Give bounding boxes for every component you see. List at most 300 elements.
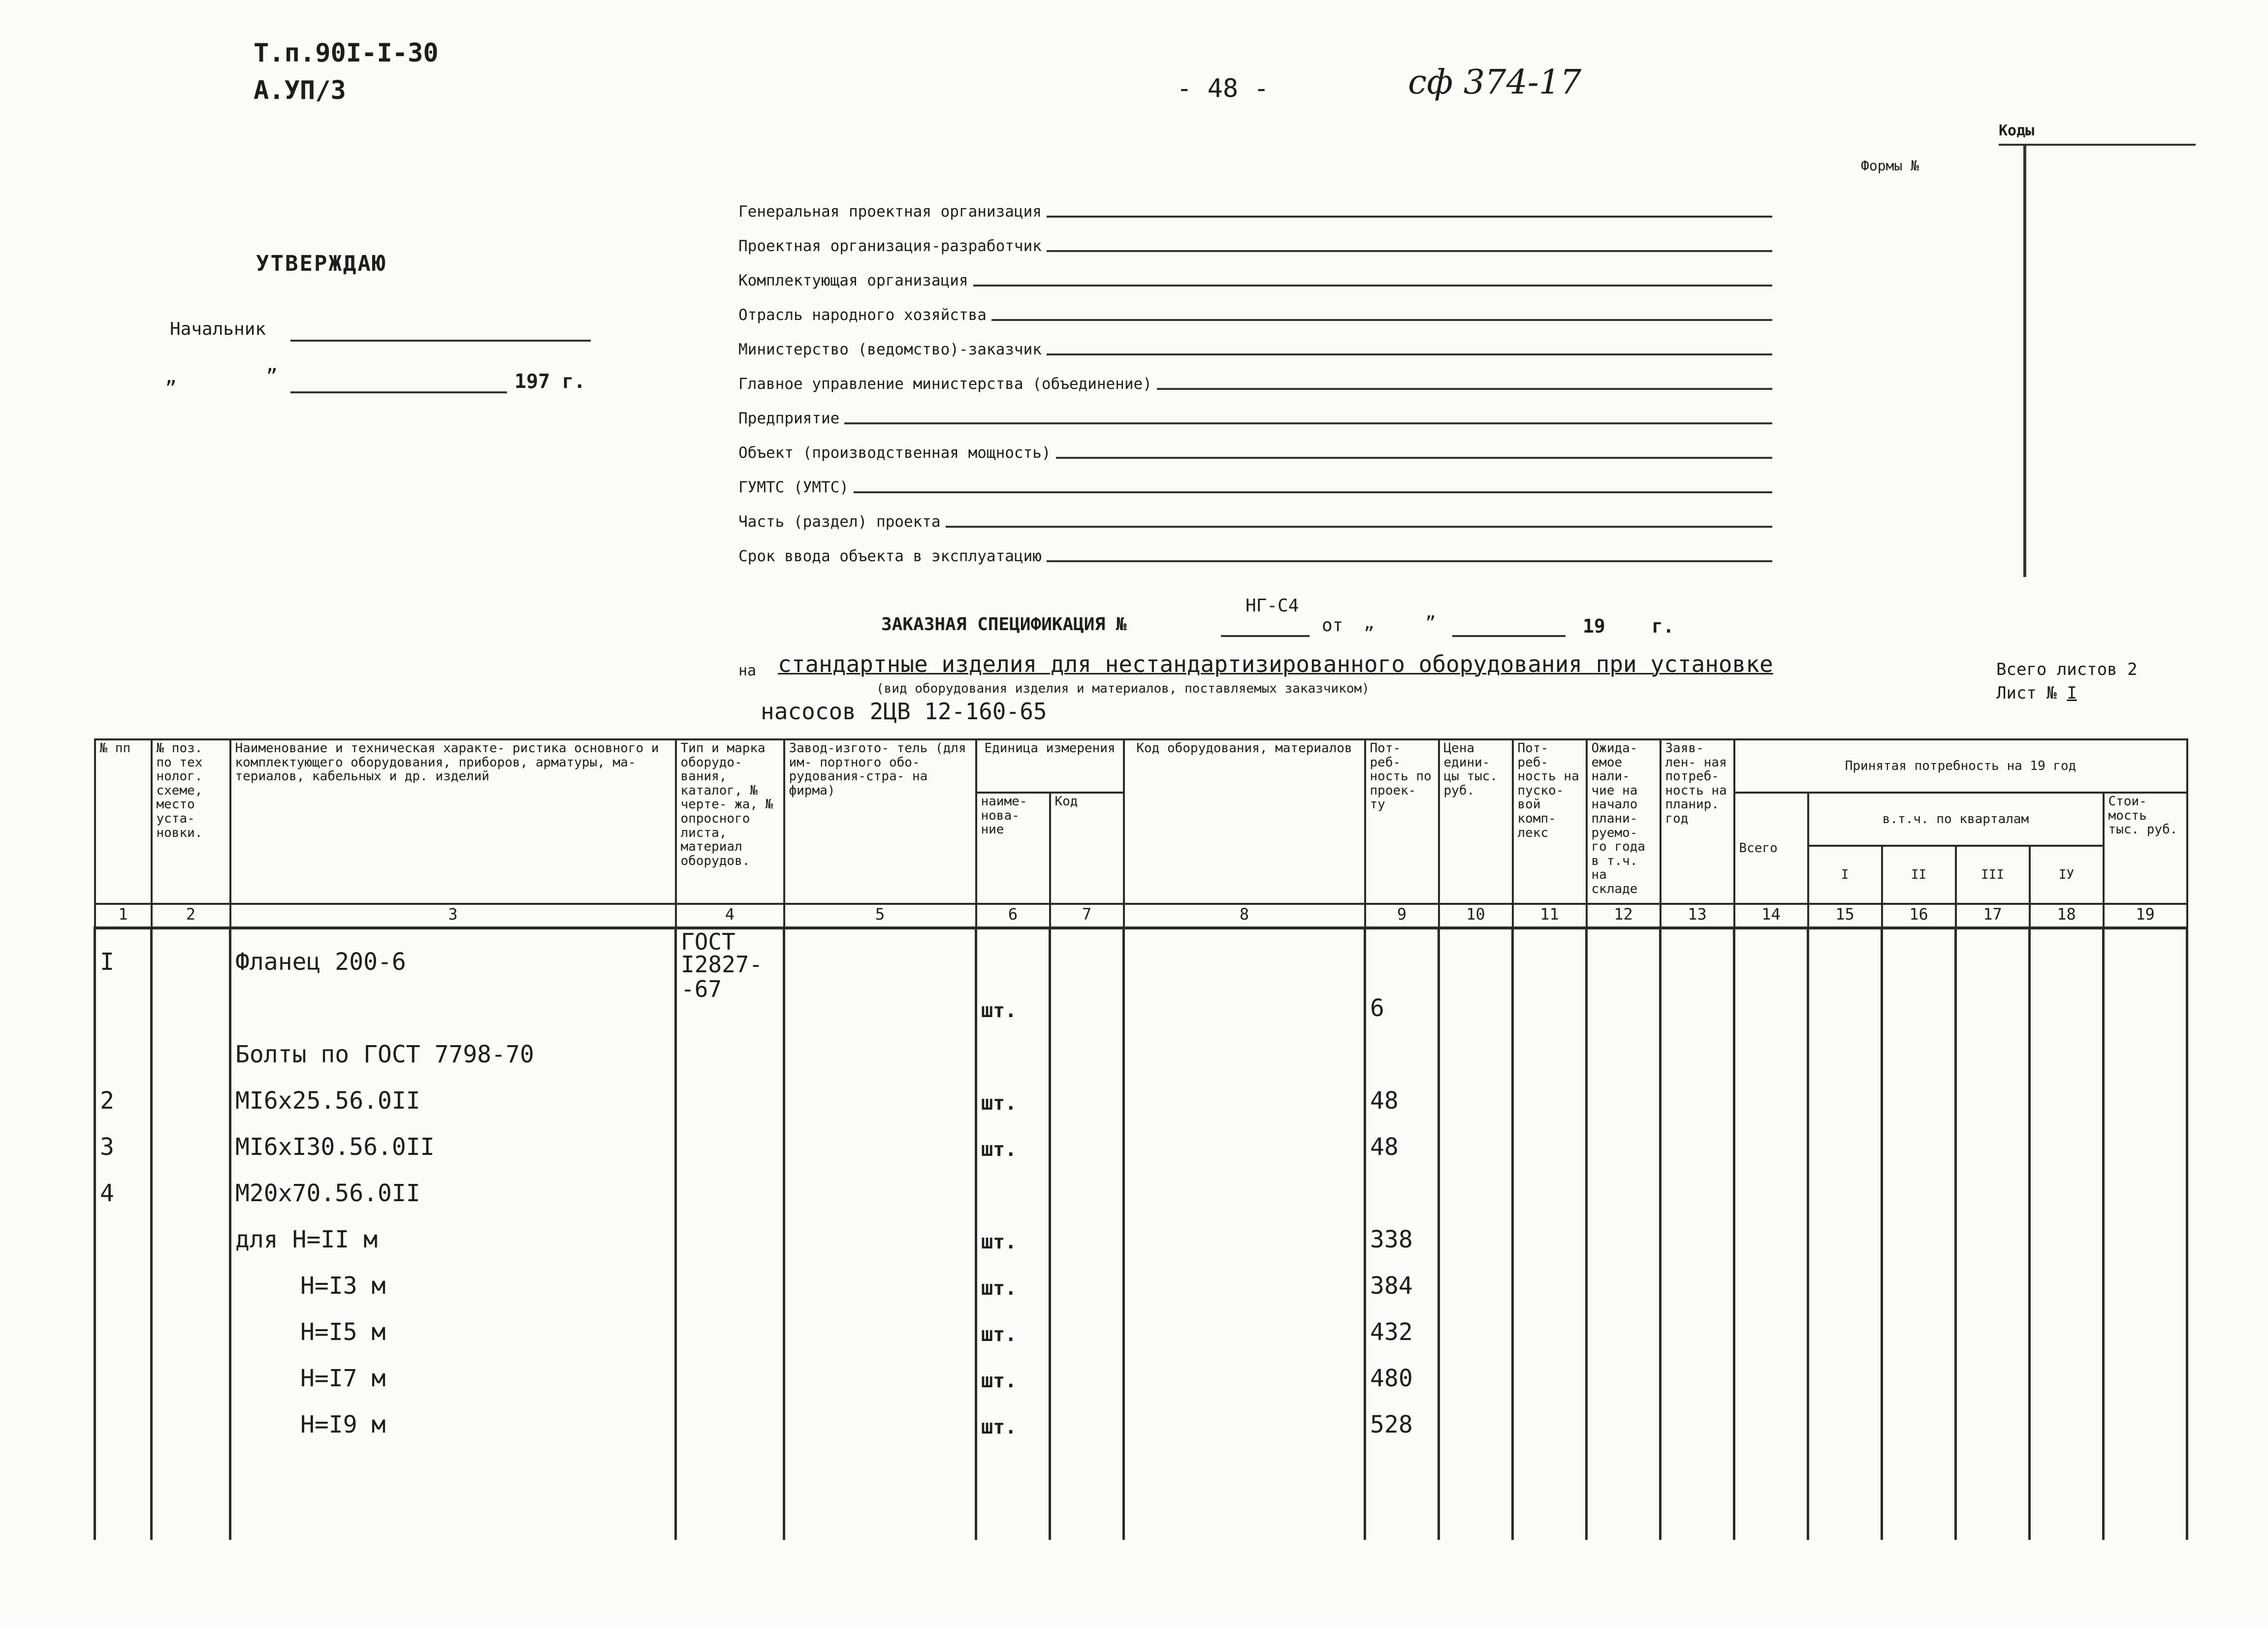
info-field-label: Объект (производственная мощность) — [738, 444, 1051, 462]
info-field-line[interactable] — [844, 422, 1772, 424]
column-number: 3 — [230, 904, 676, 928]
row-cell-15 — [1808, 1347, 1882, 1393]
col-header-accepted-group: Принятая потребность на 19 год — [1734, 739, 2187, 793]
empty-cell — [2030, 1439, 2104, 1540]
row-number — [95, 1254, 152, 1301]
column-number: 18 — [2030, 904, 2104, 928]
spec-title: ЗАКАЗНАЯ СПЕЦИФИКАЦИЯ № — [881, 614, 1127, 635]
chief-signature-line — [290, 340, 591, 342]
spec-from: от — [1322, 615, 1343, 636]
row-number — [95, 1301, 152, 1347]
row-name: Н=I9 м — [230, 1393, 676, 1439]
specification-table — [94, 738, 2188, 1540]
row-unit: шт. — [976, 1116, 1050, 1162]
empty-cell — [95, 1439, 152, 1540]
row-cell-16 — [1882, 1162, 1956, 1208]
row-cell-14 — [1734, 977, 1808, 1023]
row-type — [676, 1208, 784, 1254]
empty-cell — [1956, 1439, 2030, 1540]
info-field-line[interactable] — [946, 526, 1772, 528]
spec-year: 19 — [1583, 615, 1605, 637]
info-field-label: Генеральная проектная организация — [738, 203, 1042, 221]
row-cell-15 — [1808, 1208, 1882, 1254]
row-cell-18 — [2030, 977, 2104, 1023]
row-equipment-code — [1124, 1393, 1365, 1439]
info-field-row — [738, 498, 1772, 531]
row-name: Фланец 200-6 — [230, 928, 676, 977]
row-cell-12 — [1587, 1208, 1661, 1254]
row-manufacturer — [784, 1023, 976, 1069]
specification-body — [95, 928, 2187, 1540]
subject-prefix: на — [738, 662, 757, 679]
row-unit: шт. — [976, 1208, 1050, 1254]
row-type — [676, 1023, 784, 1069]
row-manufacturer — [784, 1116, 976, 1162]
row-equipment-code — [1124, 1208, 1365, 1254]
approval-quote-close: ” — [266, 365, 278, 388]
row-cell-11 — [1513, 1393, 1587, 1439]
row-unit: шт. — [976, 1069, 1050, 1116]
row-type — [676, 1301, 784, 1347]
row-cell-11 — [1513, 1347, 1587, 1393]
document-code — [254, 34, 439, 109]
row-name: Н=I7 м — [230, 1347, 676, 1393]
row-cell-12 — [1587, 977, 1661, 1023]
table-row-empty — [95, 1439, 2187, 1540]
row-quantity: 48 — [1365, 1069, 1439, 1116]
column-number: 10 — [1439, 904, 1513, 928]
info-field-line[interactable] — [854, 491, 1772, 493]
row-cell-16 — [1882, 1393, 1956, 1439]
row-unit-code — [1050, 1208, 1124, 1254]
row-cell-13 — [1661, 1301, 1734, 1347]
info-field-row — [738, 464, 1772, 496]
row-equipment-code — [1124, 1254, 1365, 1301]
table-row — [95, 977, 2187, 1023]
row-unit: шт. — [976, 1254, 1050, 1301]
row-name: для Н=II м — [230, 1208, 676, 1254]
row-equipment-code — [1124, 1023, 1365, 1069]
column-number-row — [95, 904, 2187, 928]
info-field-label: Главное управление министерства (объединение) — [738, 375, 1152, 393]
subject-line1: стандартные изделия для нестандартизированного оборудования при установке — [778, 651, 1773, 677]
row-cell-12 — [1587, 1301, 1661, 1347]
row-cell-11 — [1513, 1254, 1587, 1301]
row-cell-18 — [2030, 1208, 2104, 1254]
empty-cell — [1439, 1439, 1513, 1540]
info-field-label: Министерство (ведомство)-заказчик — [738, 341, 1042, 358]
row-cell-18 — [2030, 1023, 2104, 1069]
row-cell-10 — [1439, 977, 1513, 1023]
row-cell-10 — [1439, 1162, 1513, 1208]
col-header-1: № пп — [95, 739, 152, 904]
row-position — [152, 977, 230, 1023]
row-cell-13 — [1661, 1347, 1734, 1393]
col-header-16: II — [1882, 846, 1956, 904]
info-field-row — [738, 291, 1772, 324]
info-field-label: Предприятие — [738, 410, 840, 427]
codes-label: Коды — [1999, 122, 2035, 139]
row-cell-17 — [1956, 1301, 2030, 1347]
info-field-label: Проектная организация-разработчик — [738, 237, 1042, 255]
column-number: 14 — [1734, 904, 1808, 928]
col-header-7: Код — [1050, 793, 1124, 904]
row-unit — [976, 1162, 1050, 1208]
row-number: 3 — [95, 1116, 152, 1162]
row-type — [676, 1069, 784, 1116]
row-cell-10 — [1439, 1347, 1513, 1393]
row-position — [152, 1116, 230, 1162]
col-header-6: наиме- нова- ние — [976, 793, 1050, 904]
empty-cell — [976, 1439, 1050, 1540]
column-number: 5 — [784, 904, 976, 928]
row-cell-10 — [1439, 1116, 1513, 1162]
info-field-row — [738, 360, 1772, 393]
row-number — [95, 1393, 152, 1439]
row-number — [95, 1023, 152, 1069]
row-type — [676, 1393, 784, 1439]
col-header-17: III — [1956, 846, 2030, 904]
table-row — [95, 1116, 2187, 1162]
row-cell-13 — [1661, 1023, 1734, 1069]
row-cell-15 — [1808, 1162, 1882, 1208]
row-number: 4 — [95, 1162, 152, 1208]
column-number: 7 — [1050, 904, 1124, 928]
table-row — [95, 1023, 2187, 1069]
row-cell-14 — [1734, 1393, 1808, 1439]
row-cell-13 — [1661, 1162, 1734, 1208]
table-row — [95, 1162, 2187, 1208]
column-number: 8 — [1124, 904, 1365, 928]
row-quantity: 338 — [1365, 1208, 1439, 1254]
row-unit: шт. — [976, 1301, 1050, 1347]
row-name — [230, 977, 676, 1023]
row-cell-12 — [1587, 1254, 1661, 1301]
document-code-line1: Т.п.90I-I-30 — [254, 38, 439, 68]
empty-cell — [1882, 1439, 1956, 1540]
row-cell-16 — [1882, 1208, 1956, 1254]
row-equipment-code — [1124, 1162, 1365, 1208]
row-unit: шт. — [976, 1393, 1050, 1439]
row-name: МI6хI30.56.0II — [230, 1116, 676, 1162]
info-field-line[interactable] — [1047, 250, 1772, 252]
col-header-3: Наименование и техническая характе- ристика основного и комплектующего оборудования, приборов, арматуры, ма- териалов, кабельных и др. изделий — [230, 739, 676, 904]
row-number: I — [95, 928, 152, 977]
row-position — [152, 1347, 230, 1393]
row-equipment-code — [1124, 1347, 1365, 1393]
row-cell-17 — [1956, 1208, 2030, 1254]
row-position — [152, 1023, 230, 1069]
row-position — [152, 1254, 230, 1301]
row-cell-14 — [1734, 1301, 1808, 1347]
col-header-4: Тип и марка оборудо- вания, каталог, № черте- жа, № опросного листа, материал оборудов. — [676, 739, 784, 904]
info-field-row — [738, 326, 1772, 358]
sheet-number-value: I — [2067, 683, 2077, 703]
row-cell-19 — [2104, 1162, 2187, 1208]
info-field-line[interactable] — [1056, 457, 1772, 459]
empty-cell — [1661, 1439, 1734, 1540]
row-quantity: 48 — [1365, 1116, 1439, 1162]
row-type — [676, 1347, 784, 1393]
row-cell-19 — [2104, 1254, 2187, 1301]
forms-label: Формы № — [1861, 158, 1919, 174]
row-unit-code — [1050, 1069, 1124, 1116]
row-unit-code — [1050, 1162, 1124, 1208]
row-unit-code — [1050, 1023, 1124, 1069]
row-number — [95, 1347, 152, 1393]
row-position — [152, 928, 230, 977]
row-cell-11 — [1513, 1116, 1587, 1162]
spec-year-suffix: г. — [1652, 615, 1674, 637]
row-cell-12 — [1587, 1347, 1661, 1393]
info-field-row — [738, 533, 1772, 565]
sheets-total-label: Всего листов — [1996, 660, 2117, 679]
column-number: 12 — [1587, 904, 1661, 928]
row-cell-13 — [1661, 1254, 1734, 1301]
column-number: 9 — [1365, 904, 1439, 928]
info-field-line[interactable] — [973, 285, 1772, 287]
row-type: -67 — [676, 977, 784, 1023]
row-equipment-code — [1124, 977, 1365, 1023]
col-header-10: Цена едини- цы тыс. руб. — [1439, 739, 1513, 904]
row-cell-14 — [1734, 1023, 1808, 1069]
info-field-row — [738, 257, 1772, 289]
row-cell-19 — [2104, 1069, 2187, 1116]
row-cell-10 — [1439, 928, 1513, 977]
row-cell-14 — [1734, 1347, 1808, 1393]
row-cell-15 — [1808, 1254, 1882, 1301]
column-number: 6 — [976, 904, 1050, 928]
row-cell-14 — [1734, 1162, 1808, 1208]
row-cell-17 — [1956, 928, 2030, 977]
row-manufacturer — [784, 1301, 976, 1347]
handwritten-note: сф 374-17 — [1408, 63, 1582, 102]
row-cell-13 — [1661, 1393, 1734, 1439]
row-type: ГОСТ I2827- — [676, 928, 784, 977]
row-quantity: 480 — [1365, 1347, 1439, 1393]
row-cell-14 — [1734, 928, 1808, 977]
sheets-total — [1996, 660, 2138, 679]
row-manufacturer — [784, 1393, 976, 1439]
row-position — [152, 1301, 230, 1347]
info-field-line[interactable] — [1047, 216, 1772, 218]
approval-quote-open: „ — [165, 365, 177, 388]
info-field-label: Комплектующая организация — [738, 272, 968, 289]
row-cell-18 — [2030, 1069, 2104, 1116]
table-row — [95, 1069, 2187, 1116]
row-cell-17 — [1956, 977, 2030, 1023]
column-number: 16 — [1882, 904, 1956, 928]
row-unit-code — [1050, 1301, 1124, 1347]
empty-cell — [1124, 1439, 1365, 1540]
row-cell-18 — [2030, 1116, 2104, 1162]
empty-cell — [1808, 1439, 1882, 1540]
info-field-label: Часть (раздел) проекта — [738, 513, 941, 531]
codes-box-border — [2023, 144, 2026, 577]
row-cell-10 — [1439, 1254, 1513, 1301]
row-cell-16 — [1882, 1347, 1956, 1393]
subject-line2: насосов 2ЦВ 12-160-65 — [761, 698, 1047, 725]
row-cell-19 — [2104, 977, 2187, 1023]
col-header-quarters-group: в.т.ч. по кварталам — [1808, 793, 2104, 846]
row-cell-18 — [2030, 1162, 2104, 1208]
info-field-line[interactable] — [1047, 560, 1772, 562]
row-cell-14 — [1734, 1116, 1808, 1162]
table-row — [95, 928, 2187, 977]
chief-label: Начальник — [170, 319, 266, 339]
col-header-11: Пот- реб- ность на пуско- вой комп- лекс — [1513, 739, 1587, 904]
col-header-unit-group: Единица измерения — [976, 739, 1124, 793]
row-name: М20х70.56.0II — [230, 1162, 676, 1208]
row-position — [152, 1162, 230, 1208]
row-equipment-code — [1124, 1069, 1365, 1116]
col-header-18: IУ — [2030, 846, 2104, 904]
row-unit-code — [1050, 977, 1124, 1023]
empty-cell — [1734, 1439, 1808, 1540]
row-type — [676, 1254, 784, 1301]
row-cell-13 — [1661, 1069, 1734, 1116]
row-equipment-code — [1124, 1301, 1365, 1347]
row-name: Н=I5 м — [230, 1301, 676, 1347]
row-cell-12 — [1587, 928, 1661, 977]
row-quantity — [1365, 928, 1439, 977]
row-cell-19 — [2104, 1347, 2187, 1393]
row-name: Болты по ГОСТ 7798-70 — [230, 1023, 676, 1069]
row-cell-19 — [2104, 1208, 2187, 1254]
row-cell-15 — [1808, 1301, 1882, 1347]
row-manufacturer — [784, 1208, 976, 1254]
row-unit-code — [1050, 1393, 1124, 1439]
empty-cell — [230, 1439, 676, 1540]
row-cell-16 — [1882, 1116, 1956, 1162]
codes-box-top — [1999, 144, 2196, 146]
row-cell-12 — [1587, 1162, 1661, 1208]
row-unit — [976, 928, 1050, 977]
row-cell-13 — [1661, 977, 1734, 1023]
row-quantity — [1365, 1162, 1439, 1208]
info-field-line[interactable] — [991, 319, 1772, 321]
info-field-line[interactable] — [1157, 388, 1772, 390]
table-row — [95, 1301, 2187, 1347]
row-unit-code — [1050, 1254, 1124, 1301]
row-quantity: 6 — [1365, 977, 1439, 1023]
row-cell-19 — [2104, 1393, 2187, 1439]
row-cell-17 — [1956, 1347, 2030, 1393]
row-cell-11 — [1513, 928, 1587, 977]
sheets-total-value: 2 — [2127, 660, 2138, 679]
info-field-row — [738, 429, 1772, 462]
row-manufacturer — [784, 1347, 976, 1393]
row-cell-16 — [1882, 1254, 1956, 1301]
col-header-8: Код оборудования, материалов — [1124, 739, 1365, 904]
column-number: 11 — [1513, 904, 1587, 928]
empty-cell — [1587, 1439, 1661, 1540]
spec-quote-close: ” — [1425, 613, 1436, 633]
row-cell-12 — [1587, 1023, 1661, 1069]
column-number: 15 — [1808, 904, 1882, 928]
info-field-label: ГУМТС (УМТС) — [738, 479, 849, 496]
spec-quote-open: „ — [1364, 613, 1374, 633]
row-name: МI6х25.56.0II — [230, 1069, 676, 1116]
row-cell-14 — [1734, 1208, 1808, 1254]
spec-date-line — [1452, 635, 1565, 637]
column-number: 1 — [95, 904, 152, 928]
row-cell-10 — [1439, 1393, 1513, 1439]
row-cell-10 — [1439, 1301, 1513, 1347]
row-cell-16 — [1882, 1069, 1956, 1116]
row-manufacturer — [784, 1162, 976, 1208]
col-header-2: № поз. по тех нолог. схеме, место уста- новки. — [152, 739, 230, 904]
row-position — [152, 1069, 230, 1116]
row-cell-19 — [2104, 1301, 2187, 1347]
row-unit-code — [1050, 1347, 1124, 1393]
row-cell-17 — [1956, 1393, 2030, 1439]
info-field-row — [738, 188, 1772, 221]
info-field-label: Срок ввода объекта в эксплуатацию — [738, 547, 1042, 565]
row-cell-17 — [1956, 1023, 2030, 1069]
row-unit: шт. — [976, 977, 1050, 1023]
row-cell-11 — [1513, 1162, 1587, 1208]
info-field-line[interactable] — [1047, 353, 1772, 355]
empty-cell — [1050, 1439, 1124, 1540]
row-unit-code — [1050, 928, 1124, 977]
row-cell-13 — [1661, 1208, 1734, 1254]
info-field-row — [738, 223, 1772, 255]
approval-year: 197 г. — [514, 370, 586, 393]
row-quantity — [1365, 1023, 1439, 1069]
empty-cell — [1365, 1439, 1439, 1540]
col-header-14: Всего — [1734, 793, 1808, 904]
table-row — [95, 1208, 2187, 1254]
table-row — [95, 1254, 2187, 1301]
row-manufacturer — [784, 1254, 976, 1301]
row-cell-11 — [1513, 1069, 1587, 1116]
row-cell-18 — [2030, 1393, 2104, 1439]
column-number: 19 — [2104, 904, 2187, 928]
row-cell-10 — [1439, 1208, 1513, 1254]
row-cell-19 — [2104, 1116, 2187, 1162]
info-field-label: Отрасль народного хозяйства — [738, 306, 987, 324]
row-equipment-code — [1124, 1116, 1365, 1162]
row-cell-12 — [1587, 1069, 1661, 1116]
row-cell-15 — [1808, 1023, 1882, 1069]
spec-number: НГ-С4 — [1246, 596, 1299, 616]
row-cell-19 — [2104, 1023, 2187, 1069]
row-number — [95, 977, 152, 1023]
col-header-12: Ожида- емое нали- чие на начало плани- руемо- го года в т.ч. на складе — [1587, 739, 1661, 904]
row-cell-18 — [2030, 928, 2104, 977]
table-row — [95, 1393, 2187, 1439]
approval-date-line — [290, 391, 507, 393]
row-number: 2 — [95, 1069, 152, 1116]
row-cell-11 — [1513, 1208, 1587, 1254]
row-cell-11 — [1513, 1301, 1587, 1347]
sheet-number — [1996, 683, 2077, 703]
row-cell-16 — [1882, 1023, 1956, 1069]
row-cell-15 — [1808, 1069, 1882, 1116]
row-type — [676, 1116, 784, 1162]
empty-cell — [676, 1439, 784, 1540]
row-cell-15 — [1808, 1393, 1882, 1439]
table-row — [95, 1347, 2187, 1393]
row-cell-13 — [1661, 928, 1734, 977]
row-cell-18 — [2030, 1301, 2104, 1347]
row-manufacturer — [784, 1069, 976, 1116]
row-cell-10 — [1439, 1069, 1513, 1116]
page-number: - 48 - — [1177, 74, 1269, 103]
approval-title: УТВЕРЖДАЮ — [256, 251, 387, 276]
row-manufacturer — [784, 977, 976, 1023]
